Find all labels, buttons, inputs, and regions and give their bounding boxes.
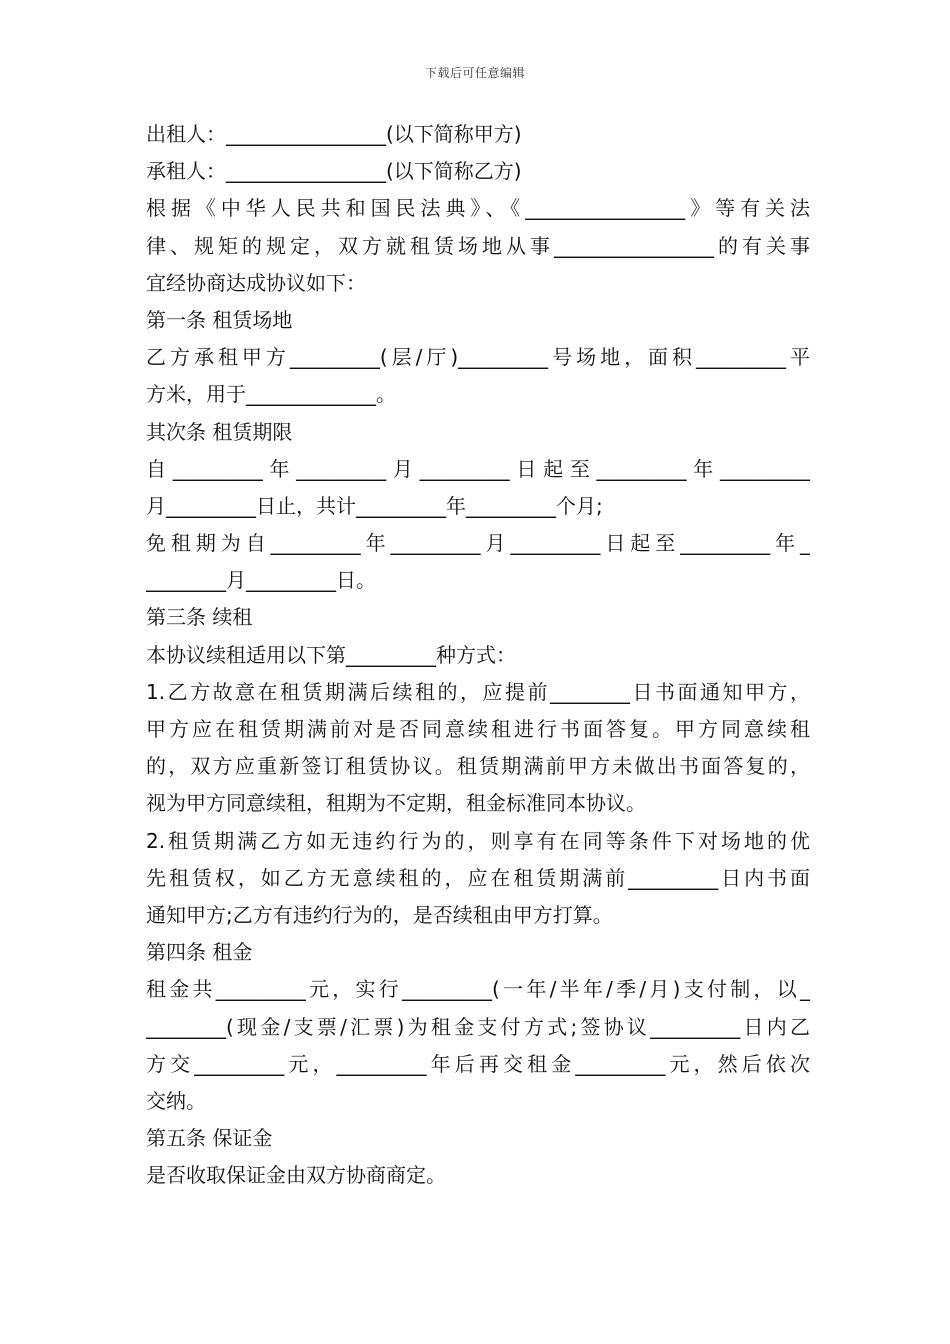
article-4-heading: 第四条 租金 — [146, 940, 253, 965]
page-header-note: 下载后可任意编辑 — [424, 66, 525, 80]
article-3-text-2: 1.乙方故意在租赁期满后续租的，应提前________日书面通知甲方， — [146, 679, 810, 704]
article-5-heading: 第五条 保证金 — [146, 1126, 273, 1151]
article-3-heading: 第三条 续租 — [146, 605, 253, 630]
article-3-text-3: 甲方应在租赁期满前对是否同意续租进行书面答复。甲方同意续租 — [146, 717, 810, 741]
article-2-heading: 其次条 租赁期限 — [146, 419, 293, 444]
article-3-text-1: 本协议续租适用以下第_________种方式： — [146, 642, 516, 667]
article-3-text-6: 2.租赁期满乙方如无违约行为的，则享有在同等条件下对场地的优 — [146, 828, 810, 853]
article-2-text-4: ________月_________日。 — [146, 568, 376, 593]
preamble-line-3: 宜经协商达成协议如下： — [146, 270, 366, 295]
lessee-line: 承租人：________________(以下简称乙方) — [146, 159, 522, 184]
article-3-text-4: 的，双方应重新签订租赁协议。租赁期满前甲方未做出书面答复的， — [146, 754, 810, 779]
article-1-text-1: 乙方承租甲方_________(层/厅)_________号场地，面积_________平 — [146, 345, 810, 370]
preamble-line-1: 根据《中华人民共和国民法典》、《________________》等有关法 — [146, 196, 810, 221]
document-body — [146, 116, 810, 1194]
article-5-text-1: 是否收取保证金由双方协商商定。 — [146, 1163, 446, 1188]
article-3-text-7: 先租赁权，如乙方无意续租的，应在租赁期满前_________日内书面 — [146, 865, 810, 890]
article-2-text-1: 自_________年_________月_________日起至_________年_________ — [146, 456, 810, 481]
article-1-heading: 第一条 租赁场地 — [146, 307, 293, 332]
article-4-text-3: 方交_________元，_________年后再交租金_________元，然后依次 — [146, 1051, 810, 1076]
article-3-text-8: 通知甲方;乙方有违约行为的，是否续租由甲方打算。 — [146, 902, 613, 927]
article-3-text-5: 视为甲方同意续租，租期为不定期，租金标准同本协议。 — [146, 791, 646, 816]
article-4-text-4: 交纳。 — [146, 1088, 206, 1113]
article-4-text-1: 租金共_________元，实行_________(一年/半年/季/月)支付制，以_ — [146, 977, 810, 1002]
article-2-text-2: 月_________日止，共计_________年_________个月; — [146, 493, 603, 518]
article-1-text-2: 方米，用于_____________。 — [146, 382, 396, 407]
article-2-text-3: 免租期为自_________年_________月_________日起至_________年_ — [146, 531, 810, 556]
lessor-line: 出租人：________________(以下简称甲方) — [146, 122, 522, 146]
preamble-line-2: 律、规矩的规定，双方就租赁场地从事________________的有关事 — [146, 233, 810, 258]
article-4-text-2: ________(现金/支票/汇票)为租金支付方式;签协议_________日内乙 — [146, 1014, 810, 1039]
